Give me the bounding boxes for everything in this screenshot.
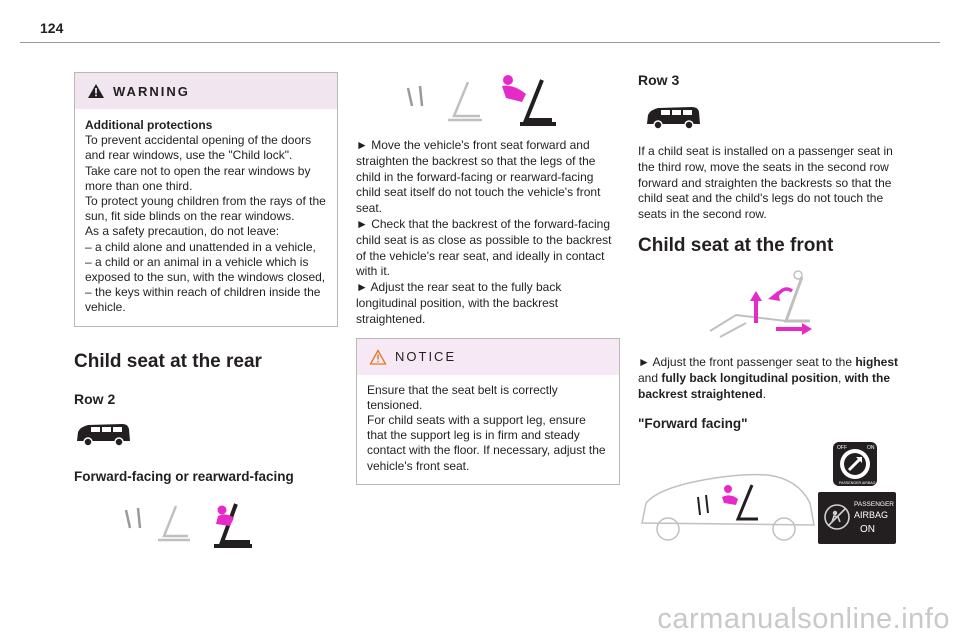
airbag-passenger-label: PASSENGER	[854, 501, 894, 509]
front-heading: Child seat at the front	[638, 234, 834, 256]
warning-paragraph: To protect young children from the rays of the sun, fit side blinds on the rear windows.	[85, 194, 326, 224]
adjust-end: .	[762, 386, 767, 401]
watermark: carmanualsonline.info	[657, 603, 950, 635]
facing-heading: Forward-facing or rearward-facing	[74, 468, 294, 484]
notice-header	[357, 339, 619, 375]
airbag-disabled-icon	[822, 502, 852, 532]
warning-paragraph: As a safety precaution, do not leave:	[85, 224, 280, 239]
rear-heading: Child seat at the rear	[74, 350, 262, 372]
front-adjust-text	[638, 355, 900, 402]
middle-column	[356, 72, 620, 485]
warning-header	[75, 73, 337, 109]
warning-body	[75, 109, 337, 326]
notice-box	[356, 338, 620, 485]
switch-on-label: ON	[867, 445, 875, 452]
van-icon	[74, 421, 132, 449]
row2-heading: Row 2	[74, 390, 116, 407]
rear-seat-illustration	[118, 496, 268, 552]
row3-text: If a child seat is installed on a passenger seat in the third row, move the seats in the second row forward and straighten the backrests so that the child seat and the child's legs do not touch the seats in the second row.	[638, 144, 893, 222]
adjust-bold-2: fully back longitudinal position	[661, 370, 839, 385]
warning-paragraph: – the keys within reach of children inside the vehicle.	[85, 285, 321, 315]
page-number: 124	[40, 20, 64, 36]
middle-step: ► Adjust the rear seat to the fully back longitudinal position, with the backrest straightened.	[356, 280, 562, 326]
airbag-switch-icon	[832, 441, 878, 487]
adjust-mid: and	[638, 370, 662, 385]
adjust-bold-1: highest	[855, 354, 899, 369]
front-seat-adjust-illustration	[706, 269, 816, 343]
front-seat-illustration	[402, 72, 562, 132]
adjust-comma: ,	[838, 370, 845, 385]
warning-paragraph: – a child alone and unattended in a vehicle,	[85, 239, 316, 254]
van-icon	[644, 104, 702, 132]
airbag-indicator	[818, 492, 896, 544]
row3-heading: Row 3	[638, 72, 680, 88]
notice-paragraph: Ensure that the seat belt is correctly tensioned.	[367, 382, 558, 412]
forward-facing-heading: "Forward facing"	[638, 416, 748, 432]
middle-step: ► Check that the backrest of the forward-facing child seat is as close as possible to the backrest of the vehicle's rear seat, and ideally in contact with it.	[356, 216, 612, 279]
warning-triangle-icon	[87, 83, 105, 99]
switch-caption: PASSENGER AIRBAG	[839, 481, 876, 486]
warning-label: WARNING	[113, 83, 190, 99]
header-rule	[20, 42, 940, 43]
airbag-word-label: AIRBAG	[854, 510, 889, 521]
switch-off-label: OFF	[837, 445, 847, 452]
warning-paragraph: Take care not to open the rear windows by more than one third.	[85, 163, 311, 193]
forward-facing-figure	[638, 441, 896, 551]
notice-paragraph: For child seats with a support leg, ensure that the support leg is in firm and steady contact with the floor. If necessary, adjust the vehicle's front seat.	[367, 412, 606, 473]
adjust-prefix: ► Adjust the front passenger seat to the	[638, 354, 856, 369]
middle-step: ► Move the vehicle's front seat forward and straighten the backrest so that the legs of the child in the forward-facing or rearward-facing child seat itself do not touch the vehicle's front seat.	[356, 138, 601, 216]
right-column	[638, 72, 900, 551]
warning-paragraph: – a child or an animal in a vehicle which is exposed to the sun, with the windows closed,	[85, 254, 326, 285]
car-interior-illustration	[638, 463, 818, 547]
adjust-bold-3: with the backrest straightened	[638, 370, 891, 401]
warning-paragraph: To prevent accidental opening of the doors and rear windows, use the "Child lock".	[85, 133, 312, 163]
notice-label: NOTICE	[395, 349, 457, 365]
left-column	[74, 72, 338, 552]
warning-title: Additional protections	[85, 118, 213, 132]
warning-box	[74, 72, 338, 327]
notice-triangle-icon	[369, 349, 387, 365]
notice-body	[357, 375, 619, 484]
airbag-state-label: ON	[860, 524, 875, 536]
